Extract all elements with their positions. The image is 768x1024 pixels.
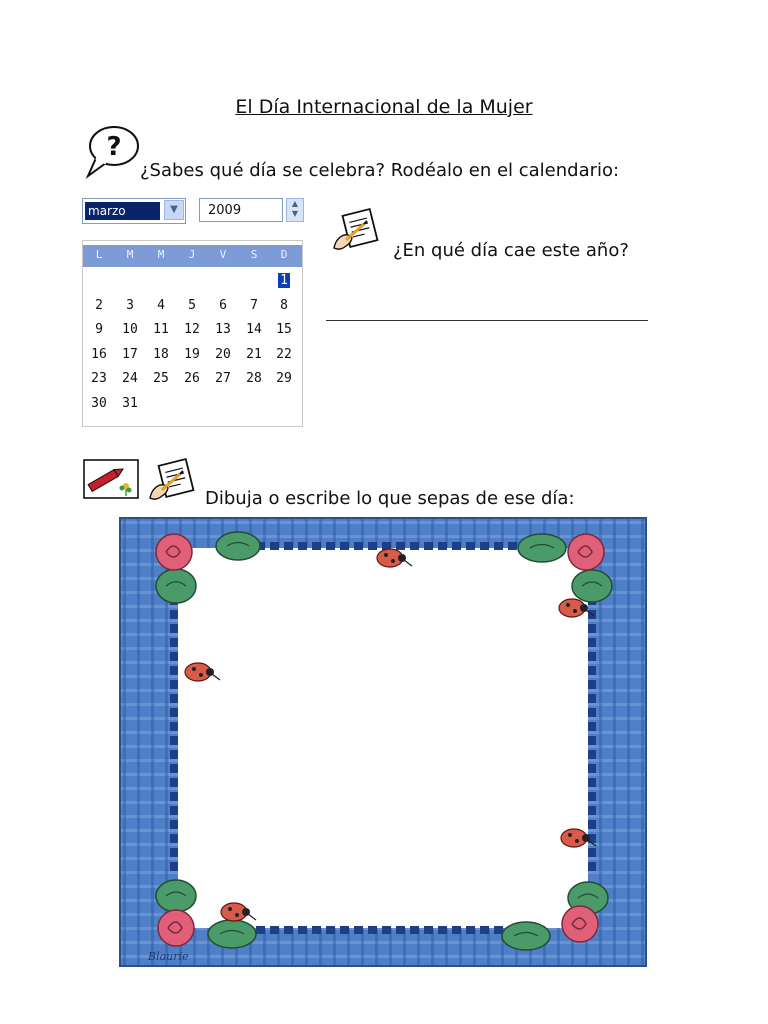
rose-icon [156,534,192,570]
ribbon-square [170,764,178,773]
ribbon-square [170,834,178,843]
leaf-icon [518,534,566,562]
ribbon-square [170,862,178,871]
ribbon-square [284,542,293,550]
calendar-day[interactable]: 6 [219,297,227,313]
ribbon-square [298,926,307,934]
ribbon-square [424,926,433,934]
ribbon-square [270,926,279,934]
weekday-header: J [188,248,196,261]
ribbon-square [466,542,475,550]
weekday-header: D [280,248,288,261]
calendar-day[interactable]: 26 [184,371,200,387]
ribbon-square [382,926,391,934]
ribbon-square [354,926,363,934]
ribbon-square [588,806,596,815]
ribbon-square [170,610,178,619]
ribbon-square [170,820,178,829]
calendar-day[interactable]: 31 [122,396,138,411]
ribbon-square [312,542,321,550]
ribbon-square [312,926,321,934]
ribbon-square [396,926,405,934]
calendar-day[interactable]: 23 [91,371,107,387]
ribbon-square [340,926,349,934]
ribbon-square [438,542,447,550]
ribbon-square [588,778,596,787]
calendar-day[interactable]: 9 [95,322,103,338]
ribbon-square [326,926,335,934]
weekday-header: M [126,248,134,261]
calendar-day[interactable]: 22 [276,346,292,362]
rose-icon [562,906,598,942]
ribbon-square [438,926,447,934]
year-spinner[interactable]: ▲ ▼ [286,198,304,222]
ribbon-square [424,542,433,550]
leaf-icon [502,922,550,950]
rose-icon [568,534,604,570]
calendar-day[interactable]: 12 [184,322,200,338]
ribbon-square [588,722,596,731]
question-celebration: ¿Sabes qué día se celebra? Rodéalo en el calendario: [140,160,620,181]
ribbon-square [588,694,596,703]
ribbon-square [170,666,178,675]
ribbon-square [588,750,596,759]
ribbon-square [270,542,279,550]
calendar-day-selected[interactable]: 1 [278,273,290,288]
calendar-day[interactable]: 28 [246,371,262,387]
calendar-day[interactable]: 29 [276,371,292,387]
ribbon-square [452,926,461,934]
decorative-frame [118,516,648,968]
ribbon-square [170,708,178,717]
drawing-instruction: Dibuja o escribe lo que sepas de ese día: [205,488,575,509]
calendar-day[interactable]: 4 [157,297,165,313]
ribbon-square [170,638,178,647]
ribbon-square [170,624,178,633]
ribbon-square [588,862,596,871]
ribbon-square [588,624,596,633]
month-value: marzo [85,202,160,220]
weekday-header: L [95,248,103,261]
ribbon-square [170,792,178,801]
calendar-day[interactable]: 3 [126,297,134,313]
leaf-icon [156,880,196,912]
ribbon-square [396,542,405,550]
ribbon-square [588,764,596,773]
ribbon-square [284,926,293,934]
ribbon-square [494,542,503,550]
calendar-day[interactable]: 13 [215,322,231,338]
ribbon-square [588,666,596,675]
calendar-day[interactable]: 15 [276,322,292,338]
ribbon-square [588,820,596,829]
ribbon-square [170,848,178,857]
calendar-grid [82,240,303,427]
ribbon-square [170,694,178,703]
ribbon-square [410,926,419,934]
calendar-day[interactable]: 17 [122,346,138,362]
calendar-day[interactable]: 16 [91,346,107,362]
ribbon-square [588,680,596,689]
chevron-down-icon[interactable]: ▼ [164,200,184,220]
calendar-day[interactable]: 14 [246,322,262,338]
ribbon-square [588,638,596,647]
calendar-day[interactable]: 8 [280,297,288,313]
weekday-header: V [219,248,227,261]
ribbon-square [508,542,517,550]
ribbon-square [354,542,363,550]
ribbon-square [170,750,178,759]
ribbon-square [588,848,596,857]
weekday-header: M [157,248,165,261]
answer-line[interactable] [326,320,648,321]
calendar-day[interactable]: 10 [122,322,138,338]
ribbon-square [452,542,461,550]
leaf-icon [572,570,612,602]
page-title: El Día Internacional de la Mujer [235,96,533,118]
ribbon-square [326,542,335,550]
ribbon-square [588,736,596,745]
month-select[interactable] [82,198,186,224]
calendar-day[interactable]: 24 [122,371,138,387]
ribbon-square [170,652,178,661]
ribbon-square [368,542,377,550]
weekday-header: S [250,248,258,261]
ribbon-square [588,708,596,717]
calendar-day[interactable]: 11 [153,322,169,338]
ribbon-square [170,722,178,731]
ribbon-square [170,806,178,815]
ribbon-square [170,736,178,745]
crayon-drawing-icon [82,458,140,500]
ribbon-square [588,792,596,801]
writing-hand-icon [146,458,198,504]
ribbon-square [170,778,178,787]
ribbon-square [410,542,419,550]
year-field[interactable]: 2009 [199,198,283,222]
calendar-day[interactable]: 7 [250,297,258,313]
writing-hand-icon [330,208,382,254]
rose-icon [158,910,194,946]
ribbon-square [340,542,349,550]
question-weekday: ¿En qué día cae este año? [393,240,629,261]
ribbon-square [494,926,503,934]
ribbon-square [256,926,265,934]
ribbon-square [588,652,596,661]
question-bubble-icon [82,124,140,180]
ribbon-square [368,926,377,934]
calendar-day[interactable]: 30 [91,396,107,411]
calendar-day[interactable]: 20 [215,346,231,362]
calendar-day[interactable]: 27 [215,371,231,387]
calendar-day[interactable]: 18 [153,346,169,362]
calendar-day[interactable]: 25 [153,371,169,387]
ribbon-square [480,542,489,550]
calendar-day[interactable]: 19 [184,346,200,362]
ribbon-square [298,542,307,550]
leaf-icon [156,569,196,603]
frame-signature: Blaurie [148,950,189,963]
ribbon-square [480,926,489,934]
leaf-icon [208,920,256,948]
calendar-day[interactable]: 5 [188,297,196,313]
ribbon-square [170,680,178,689]
leaf-icon [216,532,260,560]
svg-text:?: ? [106,132,122,162]
ribbon-square [466,926,475,934]
calendar-day[interactable]: 2 [95,297,103,313]
calendar-day[interactable]: 21 [246,346,262,362]
